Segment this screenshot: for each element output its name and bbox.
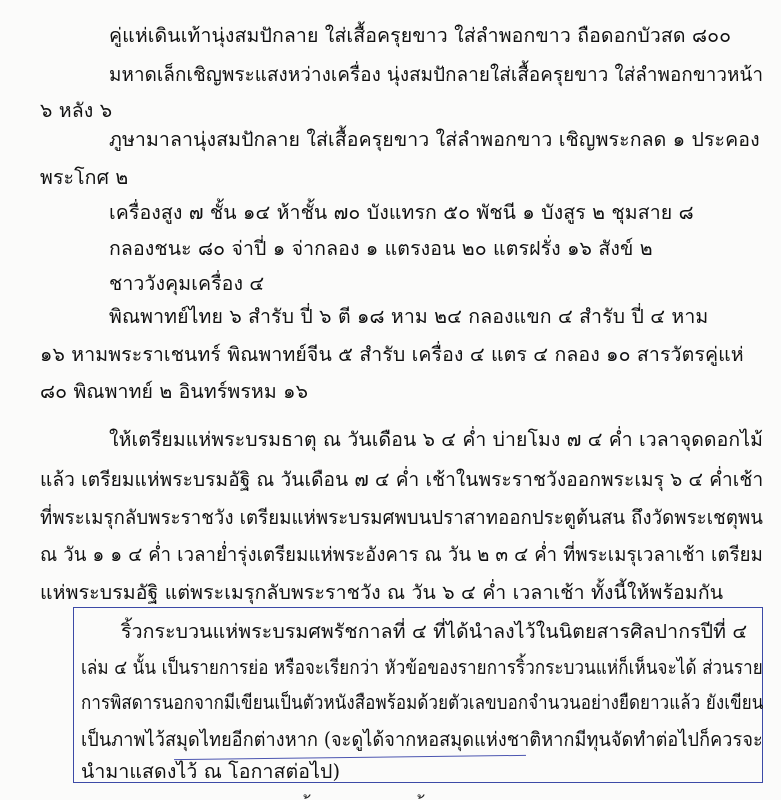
text-line: ๑๖ หามพระราเชนทร์ พิณพาทย์จีน ๕ สำรับ เครื่อง ๔ แตร ๔ กลอง ๑๐ สารวัตรคู่แห่ bbox=[40, 343, 744, 366]
text-line: คู่แห่เดินเท้านุ่งสมปักลาย ใส่เสื้อครุยขาว ใส่ลำพอกขาว ถือดอกบัวสด ๘๐๐ bbox=[109, 24, 732, 47]
cropped-next-line bbox=[140, 793, 620, 800]
text-line: พระโกศ ๒ bbox=[40, 166, 129, 189]
note-line: การพิสดารนอกจากมีเขียนเป็นตัวหนังสือพร้อมด้วยตัวเลขบอกจำนวนอย่างยืดยาวแล้ว ยังเขียน bbox=[81, 691, 764, 714]
text-line: ๖ หลัง ๖ bbox=[40, 99, 113, 122]
text-line: ชาววังคุมเครื่อง ๔ bbox=[109, 272, 265, 295]
text-line: พิณพาทย์ไทย ๖ สำรับ ปี่ ๖ ตี ๑๘ หาม ๒๔ กลองแขก ๔ สำรับ ปี่ ๔ หาม bbox=[109, 305, 709, 328]
note-line: เล่ม ๔ นั้น เป็นรายการย่อ หรือจะเรียกว่า หัวข้อของรายการริ้วกระบวนแห่ก็เห็นจะได้ ส่วนราย bbox=[81, 656, 763, 679]
note-line: นำมาแสดงไว้ ณ โอกาสต่อไป) bbox=[81, 760, 341, 783]
text-line: ๘๐ พิณพาทย์ ๒ อินทร์พรหม ๑๖ bbox=[40, 380, 309, 403]
text-line: เครื่องสูง ๗ ชั้น ๑๔ ห้าชั้น ๗๐ บังแทรก ๕๐ พัชนี ๑ บังสูร ๒ ชุมสาย ๘ bbox=[109, 201, 694, 224]
text-line: ให้เตรียมแห่พระบรมธาตุ ณ วันเดือน ๖ ๔ ค่ำ บ่ายโมง ๗ ๔ ค่ำ เวลาจุดดอกไม้ bbox=[109, 428, 764, 451]
text-line: ณ วัน ๑ ๑ ๔ ค่ำ เวลาย่ำรุ่งเตรียมแห่พระอังคาร ณ วัน ๒ ๓ ๔ ค่ำ ที่พระเมรุเวลาเช้า เตรียม bbox=[40, 543, 763, 566]
text-line: มหาดเล็กเชิญพระแสงหว่างเครื่อง นุ่งสมปักลายใส่เสื้อครุยขาว ใส่ลำพอกขาวหน้า bbox=[109, 63, 764, 86]
text-line: กลองชนะ ๘๐ จ่าปี่ ๑ จ่ากลอง ๑ แตรงอน ๒๐ แตรฝรั่ง ๑๖ สังข์ ๒ bbox=[109, 237, 653, 260]
text-line: ภูษามาลานุ่งสมปักลาย ใส่เสื้อครุยขาว ใส่ลำพอกขาว เชิญพระกลด ๑ ประคอง bbox=[109, 128, 760, 151]
text-line: แห่พระบรมอัฐิ แต่พระเมรุกลับพระราชวัง ณ วัน ๖ ๔ ค่ำ เวลาเช้า ทั้งนี้ให้พร้อมกัน bbox=[40, 581, 724, 604]
text-line: ที่พระเมรุกลับพระราชวัง เตรียมแห่พระบรมศพบนปราสาทออกประตูต้นสน ถึงวัดพระเชตุพน bbox=[40, 506, 764, 529]
note-line: เป็นภาพไว้สมุดไทยอีกต่างหาก (จะดูได้จากหอสมุดแห่งชาติหากมีทุนจัดทำต่อไปก็ควรจะ bbox=[81, 728, 763, 751]
note-line: ริ้วกระบวนแห่พระบรมศพรัชกาลที่ ๔ ที่ได้นำลงไว้ในนิตยสารศิลปากรปีที่ ๔ bbox=[121, 620, 748, 643]
text-line: แล้ว เตรียมแห่พระบรมอัฐิ ณ วันเดือน ๗ ๔ ค่ำ เช้าในพระราชวังออกพระเมรุ ๖ ๔ ค่ำเช้า bbox=[40, 468, 764, 491]
